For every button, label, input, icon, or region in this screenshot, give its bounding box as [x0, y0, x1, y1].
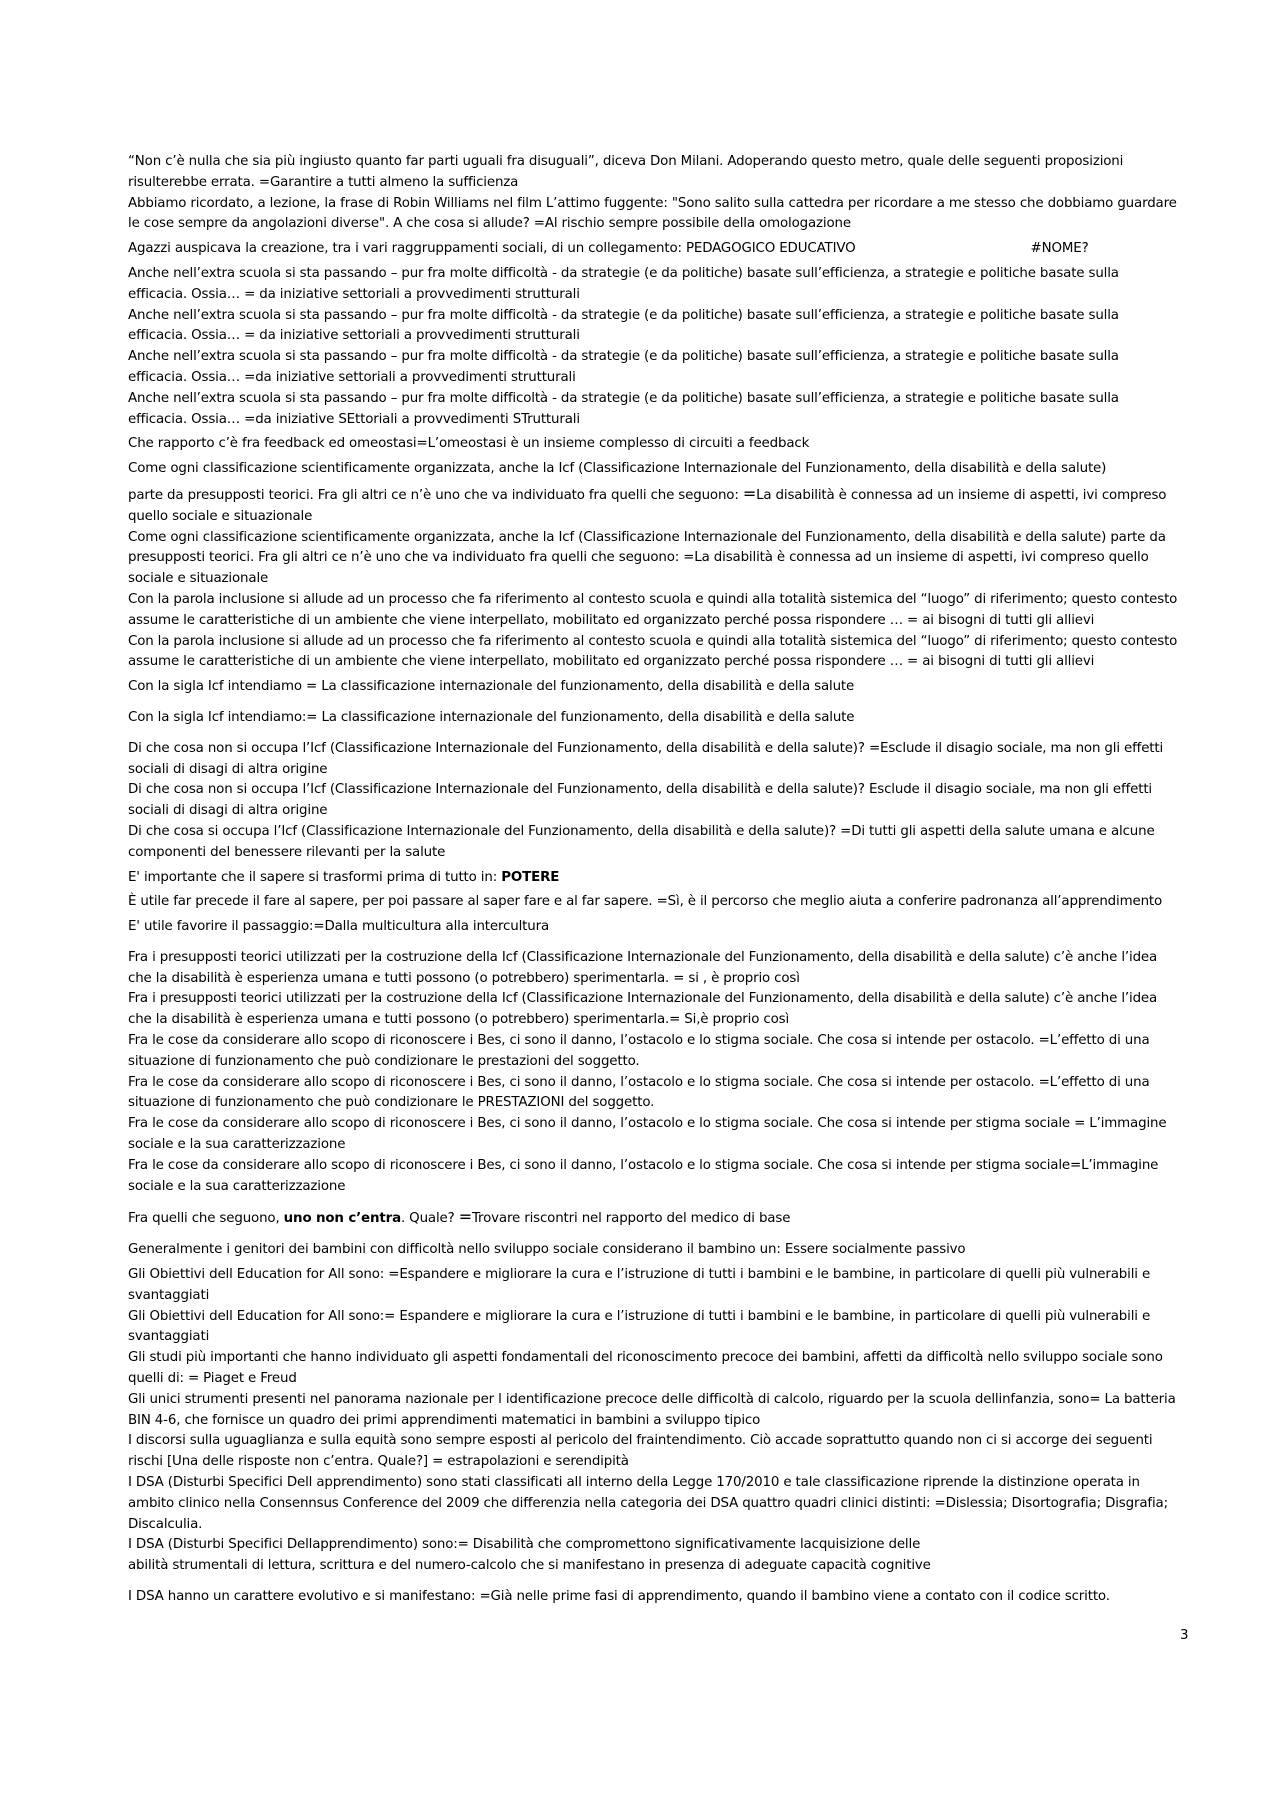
paragraph: Di che cosa non si occupa l’Icf (Classificazione Internazionale del Funzionamento, della disabilità e della salute)? Esclude il disagio sociale, ma non gli effetti sociali di disagi di altra origine — [128, 782, 1153, 819]
paragraph: Fra i presupposti teorici utilizzati per la costruzione della Icf (Classificazione Internazionale del Funzionamento, della disabilità e della salute) c’è anche l’idea che la disabilità è esperienza umana e tutti possono (o potrebbero) sperimentarla. = si , è proprio così — [128, 949, 1158, 986]
paragraph: Di che cosa si occupa l’Icf (Classificazione Internazionale del Funzionamento, della disabilità e della salute)? =Di tutti gli aspetti della salute umana e alcune componenti del benessere rilevanti per la salute — [128, 823, 1155, 860]
paragraph — [128, 239, 1180, 260]
paragraph: Gli unici strumenti presenti nel panorama nazionale per l identificazione precoce delle difficoltà di calcolo, riguardo per la scuola dellinfanzia, sono= La batteria BIN 4-6, che fornisce un quadro dei primi apprendimenti matematici in bambini a sviluppo tipico — [128, 1391, 1176, 1428]
paragraph: Con la sigla Icf intendiamo:= La classificazione internazionale del funzionamento, della disabilità e della salute — [128, 709, 855, 725]
paragraph: I DSA (Disturbi Specifici Dell apprendimento) sono stati classificati all interno della Legge 170/2010 e tale classificazione riprende la distinzione operata in ambito clinico nella Consennsus Conference del 2009 che differenzia nella categoria dei DSA quattro quadri clinici distinti: =Dislessia; Disortografia; Disgrafia; Discalculia. — [128, 1475, 1168, 1532]
paragraph: I DSA (Disturbi Specifici Dellapprendimento) sono:= Disabilità che compromettono significativamente lacquisizione delle — [128, 1537, 921, 1553]
paragraph: Fra i presupposti teorici utilizzati per la costruzione della Icf (Classificazione Internazionale del Funzionamento, della disabilità e della salute) c’è anche l’idea che la disabilità è esperienza umana e tutti possono (o potrebbero) sperimentarla.= Si,è proprio così — [128, 991, 1158, 1028]
paragraph — [128, 868, 1180, 889]
paragraph-text: E' importante che il sapere si trasformi prima di tutto in: — [128, 869, 498, 885]
answer-text: Trovare riscontri nel rapporto del medico di base — [471, 1211, 791, 1227]
paragraph-text: parte da presupposti teorici. Fra gli altri ce n’è uno che va individuato fra quelli che seguono: — [128, 487, 739, 503]
paragraph: Con la parola inclusione si allude ad un processo che fa riferimento al contesto scuola e quindi alla totalità sistemica del “luogo” di riferimento; questo contesto assume le caratteristiche di un ambiente che viene interpellato, mobilitato ed organizzato perché possa rispondere … = ai bisogni di tutti gli allievi — [128, 633, 1178, 670]
equals-sign: = — [458, 1207, 472, 1227]
paragraph: Gli Obiettivi dell Education for All sono: =Espandere e migliorare la cura e l’istruzione di tutti i bambini e le bambine, in particolare di quelli più vulnerabili e svantaggiati — [128, 1267, 1151, 1303]
paragraph — [128, 484, 1180, 528]
paragraph: abilità strumentali di lettura, scrittura e del numero-calcolo che si manifestano in presenza di adeguate capacità cognitive — [128, 1558, 931, 1574]
paragraph: Con la parola inclusione si allude ad un processo che fa riferimento al contesto scuola e quindi alla totalità sistemica del “luogo” di riferimento; questo contesto assume le caratteristiche di un ambiente che viene interpellato, mobilitato ed organizzato perché possa rispondere … = ai bisogni di tutti gli allievi — [128, 591, 1178, 628]
paragraph: Gli Obiettivi dell Education for All sono:= Espandere e migliorare la cura e l’istruzione di tutti i bambini e le bambine, in particolare di quelli più vulnerabili e svantaggiati — [128, 1308, 1151, 1345]
paragraph-text: Fra quelli che seguono, — [128, 1211, 280, 1227]
paragraph: Gli studi più importanti che hanno individuato gli aspetti fondamentali del riconoscimento precoce dei bambini, affetti da difficoltà nello sviluppo sociale sono quelli di: = Piaget e Freud — [128, 1350, 1163, 1387]
paragraph: I DSA hanno un carattere evolutivo e si manifestano: =Già nelle prime fasi di apprendimento, quando il bambino viene a contato con il codice scritto. — [128, 1589, 1110, 1604]
paragraph: Anche nell’extra scuola si sta passando – pur fra molte difficoltà - da strategie (e da politiche) basate sull’efficienza, a strategie e politiche basate sulla efficacia. Ossia… = da iniziative settoriali a provvedimenti strutturali — [128, 265, 1119, 302]
paragraph: Generalmente i genitori dei bambini con difficoltà nello sviluppo sociale considerano il bambino un: Essere socialmente passivo — [128, 1242, 966, 1258]
paragraph — [128, 1207, 1180, 1230]
paragraph: È utile far precede il fare al sapere, per poi passare al saper fare e al far sapere. =Sì, è il percorso che meglio aiuta a conferire padronanza all’apprendimento — [128, 894, 1163, 910]
answer-bold: POTERE — [501, 869, 560, 885]
error-cell: #NOME? — [1030, 241, 1089, 257]
paragraph: E' utile favorire il passaggio:=Dalla multicultura alla intercultura — [128, 919, 549, 935]
emphasis-bold: uno non c’entra — [283, 1211, 401, 1227]
paragraph-text: . Quale? — [400, 1211, 455, 1227]
paragraph: I discorsi sulla uguaglianza e sulla equità sono sempre esposti al pericolo del fraintendimento. Ciò accade soprattutto quando non ci si accorge dei seguenti rischi [Una delle risposte non c’entra. Quale?] = estrapolazioni e serendipità — [128, 1433, 1153, 1470]
paragraph: Con la sigla Icf intendiamo = La classificazione internazionale del funzionamento, della disabilità e della salute — [128, 679, 855, 695]
paragraph: Anche nell’extra scuola si sta passando – pur fra molte difficoltà - da strategie (e da politiche) basate sull’efficienza, a strategie e politiche basate sulla efficacia. Ossia… = da iniziative settoriali a provvedimenti strutturali — [128, 307, 1119, 344]
paragraph-text: Agazzi auspicava la creazione, tra i vari raggruppamenti sociali, di un collegamento: PEDAGOGICO EDUCATIVO — [128, 241, 856, 257]
paragraph: Che rapporto c’è fra feedback ed omeostasi=L’omeostasi è un insieme complesso di circuiti a feedback — [128, 436, 810, 452]
page-number: 3 — [1180, 1628, 1189, 1643]
paragraph: Fra le cose da considerare allo scopo di riconoscere i Bes, ci sono il danno, l’ostacolo e lo stigma sociale. Che cosa si intende per stigma sociale = L’immagine sociale e la sua caratterizzazione — [128, 1116, 1167, 1153]
paragraph: Fra le cose da considerare allo scopo di riconoscere i Bes, ci sono il danno, l’ostacolo e lo stigma sociale. Che cosa si intende per stigma sociale=L’immagine sociale e la sua caratterizzazione — [128, 1157, 1159, 1194]
document-body — [128, 152, 1180, 1608]
paragraph: Fra le cose da considerare allo scopo di riconoscere i Bes, ci sono il danno, l’ostacolo e lo stigma sociale. Che cosa si intende per ostacolo. =L’effetto di una situazione di funzionamento che può condizionare le prestazioni del soggetto. — [128, 1033, 1150, 1069]
paragraph: Come ogni classificazione scientificamente organizzata, anche la Icf (Classificazione Internazionale del Funzionamento, della disabilità e della salute) — [128, 461, 1107, 477]
paragraph: Come ogni classificazione scientificamente organizzata, anche la Icf (Classificazione Internazionale del Funzionamento, della disabilità e della salute) parte da presupposti teorici. Fra gli altri ce n’è uno che va individuato fra quelli che seguono: =La disabilità è connessa ad un insieme di aspetti, ivi compreso quello sociale e situazionale — [128, 529, 1166, 587]
answer-text: La disabilità è connessa ad un insieme di aspetti, ivi compreso quello sociale e situazionale — [128, 487, 1167, 524]
paragraph: Di che cosa non si occupa l’Icf (Classificazione Internazionale del Funzionamento, della disabilità e della salute)? =Esclude il disagio sociale, ma non gli effetti sociali di disagi di altra origine — [128, 740, 1164, 777]
paragraph: Anche nell’extra scuola si sta passando – pur fra molte difficoltà - da strategie (e da politiche) basate sull’efficienza, a strategie e politiche basate sulla efficacia. Ossia… =da iniziative settoriali a provvedimenti strutturali — [128, 349, 1119, 385]
paragraph: Anche nell’extra scuola si sta passando – pur fra molte difficoltà - da strategie (e da politiche) basate sull’efficienza, a strategie e politiche basate sulla efficacia. Ossia… =da iniziative SEttoriali a provvedimenti STrutturali — [128, 390, 1119, 427]
paragraph: Abbiamo ricordato, a lezione, la frase di Robin Williams nel film L’attimo fuggente: "Sono salito sulla cattedra per ricordare a me stesso che dobbiamo guardare le cose sempre da angolazioni diverse". A che cosa si allude? =Al rischio sempre possibile della omologazione — [128, 195, 1177, 232]
paragraph: “Non c’è nulla che sia più ingiusto quanto far parti uguali fra disuguali”, diceva Don Milani. Adoperando questo metro, quale delle seguenti proposizioni risulterebbe errata. =Garantire a tutti almeno la sufficienza — [128, 154, 1124, 190]
paragraph: Fra le cose da considerare allo scopo di riconoscere i Bes, ci sono il danno, l’ostacolo e lo stigma sociale. Che cosa si intende per ostacolo. =L’effetto di una situazione di funzionamento che può condizionare le PRESTAZIONI del soggetto. — [128, 1074, 1150, 1111]
equals-sign: = — [742, 483, 757, 503]
